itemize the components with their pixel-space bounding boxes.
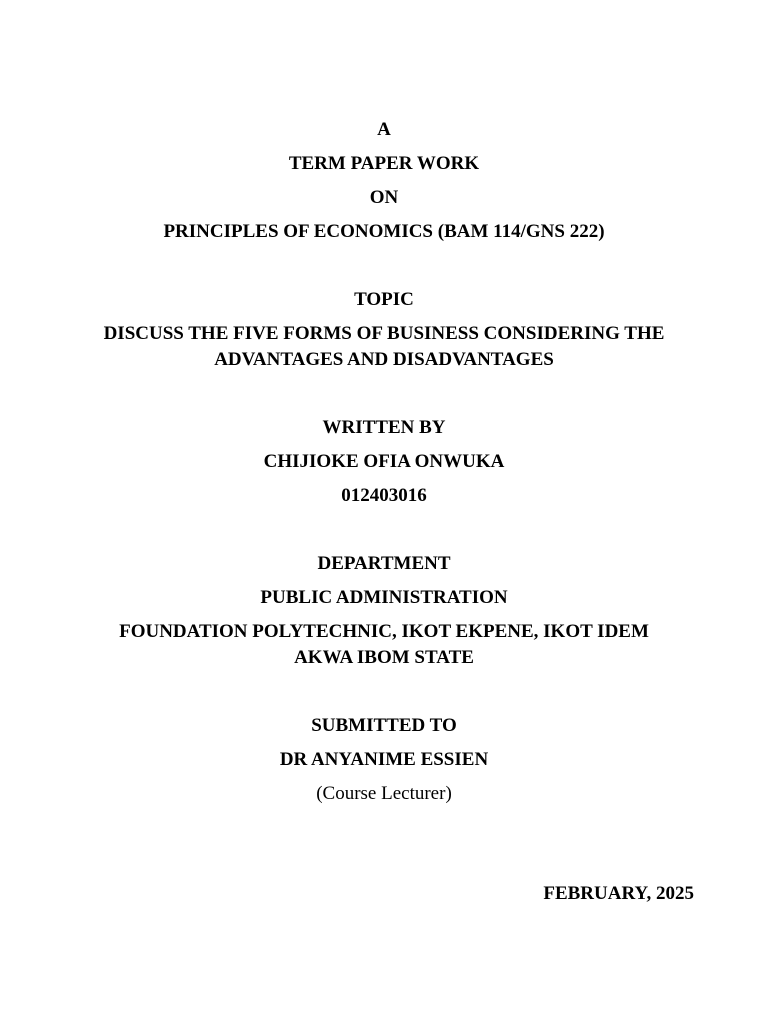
- course-title: PRINCIPLES OF ECONOMICS (BAM 114/GNS 222): [163, 221, 605, 242]
- written-by-heading: WRITTEN BY: [322, 417, 446, 438]
- department-heading: DEPARTMENT: [317, 553, 451, 574]
- article-a: A: [377, 119, 391, 140]
- author-name: CHIJIOKE OFIA ONWUKA: [263, 451, 505, 472]
- topic-line-2: ADVANTAGES AND DISADVANTAGES: [214, 349, 554, 370]
- submitted-to-heading: SUBMITTED TO: [311, 715, 457, 736]
- lecturer-name: DR ANYANIME ESSIEN: [279, 749, 489, 770]
- lecturer-role: (Course Lecturer): [316, 783, 452, 804]
- topic-heading: TOPIC: [354, 289, 414, 310]
- topic-line-1: DISCUSS THE FIVE FORMS OF BUSINESS CONSIDERING THE: [103, 323, 665, 344]
- term-paper-heading: TERM PAPER WORK: [288, 153, 480, 174]
- on-text: ON: [369, 187, 399, 208]
- institution-line-2: AKWA IBOM STATE: [294, 647, 474, 668]
- submission-date: FEBRUARY, 2025: [543, 883, 694, 904]
- matric-number: 012403016: [341, 485, 427, 506]
- institution-line-1: FOUNDATION POLYTECHNIC, IKOT EKPENE, IKOT IDEM: [119, 621, 649, 642]
- department-name: PUBLIC ADMINISTRATION: [260, 587, 508, 608]
